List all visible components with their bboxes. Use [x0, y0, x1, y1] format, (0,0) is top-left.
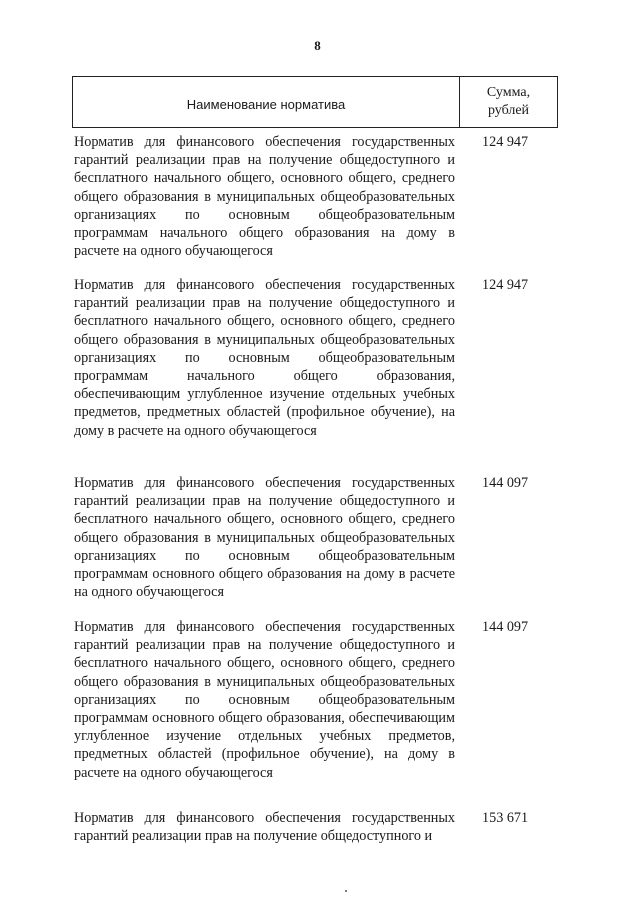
- table-row: [74, 276, 564, 440]
- table-row: [74, 474, 564, 601]
- normative-sum: 153 671: [482, 810, 529, 826]
- normative-name: Норматив для финансового обеспечения государственных гарантий реализации прав на получение общедоступного и бесплатного начального общего, основного общего, среднего общего образования в муниципальных общеобразовательных организациях по основным общеобразовательным программам основного общего образования на дому в расчете на одного обучающегося: [74, 475, 455, 601]
- normative-name: Норматив для финансового обеспечения государственных гарантий реализации прав на получение общедоступного и бесплатного начального общего, основного общего, среднего общего образования в муниципальных общеобразовательных организациях по основным общеобразовательным программам основного общего образования, обеспечивающим углубленное изучение отдельных учебных предметов, предметных областей (профильное обучение), на дому в расчете на одного обучающегося: [74, 619, 455, 781]
- normative-sum: 124 947: [482, 134, 529, 150]
- table-header: [72, 76, 558, 128]
- normative-sum: 124 947: [482, 277, 529, 293]
- normative-sum: 144 097: [482, 619, 529, 635]
- normative-name: Норматив для финансового обеспечения государственных гарантий реализации прав на получение общедоступного и бесплатного начального общего, основного общего, среднего общего образования в муниципальных общеобразовательных организациях по основным общеобразовательным программам начального общего образования на дому в расчете на одного обучающегося: [74, 134, 455, 260]
- column-header-sum: Сумма, рублей: [486, 85, 531, 118]
- normative-name: Норматив для финансового обеспечения государственных гарантий реализации прав на получение общедоступного и: [74, 810, 455, 845]
- column-header-name: Наименование норматива: [73, 77, 460, 127]
- table-row: [74, 618, 564, 782]
- normative-sum: 144 097: [482, 475, 529, 491]
- table-row: [74, 809, 564, 845]
- scan-speck: [345, 890, 347, 892]
- page-number: 8: [314, 38, 321, 53]
- normative-name: Норматив для финансового обеспечения государственных гарантий реализации прав на получение общедоступного и бесплатного начального общего, основного общего, среднего общего образования в муниципальных общеобразовательных организациях по основным общеобразовательным программам начального общего образования, обеспечивающим углубленное изучение отдельных учебных предметов, предметных областей (профильное обучение), на дому в расчете на одного обучающегося: [74, 277, 455, 439]
- table-row: [74, 133, 564, 260]
